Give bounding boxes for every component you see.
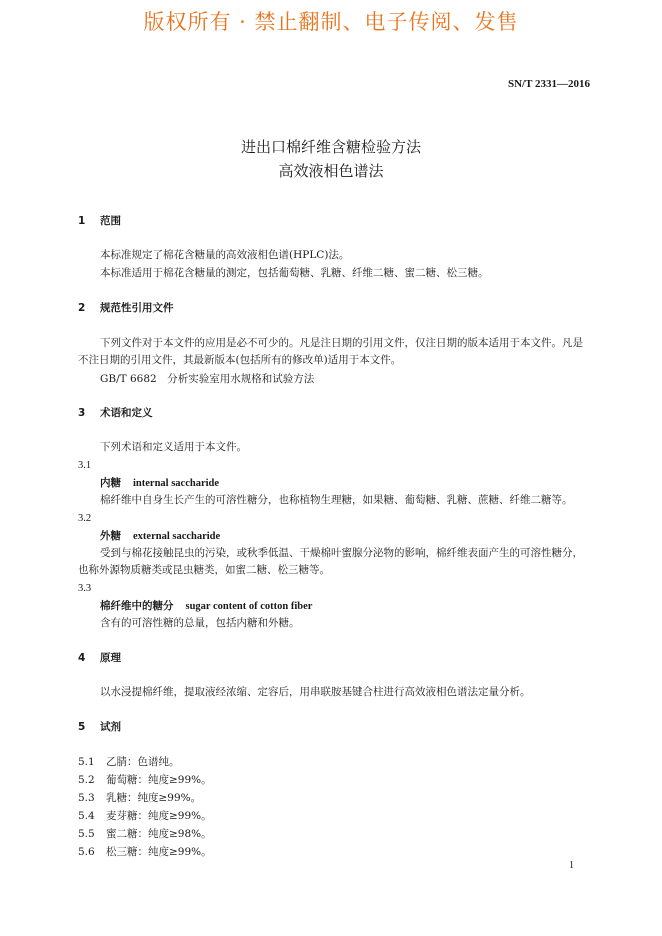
paragraph: 本标准适用于棉花含糖量的测定，包括葡萄糖、乳糖、纤维二糖、蜜二糖、松三糖。	[100, 267, 489, 279]
document-title: 进出口棉纤维含糖检验方法	[240, 138, 421, 156]
reagent-item	[78, 755, 180, 769]
reagent-item	[78, 773, 212, 787]
section-number: 3	[78, 407, 86, 419]
section-title: 规范性引用文件	[100, 302, 174, 314]
section-number: 5	[78, 721, 86, 733]
document-subtitle: 高效液相色谱法	[278, 162, 384, 180]
term-name: 外糖	[100, 530, 121, 542]
paragraph: 下列文件对于本文件的应用是必不可少的。凡是注日期的引用文件，仅注日期的版本适用于本文件。凡是不注日期的引用文件，其最新版本(包括所有的修改单)适用于本文件。	[78, 337, 583, 366]
term-definition: 受到与棉花接触昆虫的污染，或秋季低温、干燥棉叶蜜腺分泌物的影响，棉纤维表面产生的可溶性糖分，也称外源物质糖类或昆虫糖类，如蜜二糖、松三糖等。	[78, 547, 583, 576]
reagent-item	[78, 845, 212, 859]
paragraph: 本标准规定了棉花含糖量的高效液相色谱(HPLC)法。	[100, 249, 350, 261]
item-text: 麦芽糖：纯度≥99%。	[106, 810, 212, 822]
item-text: 松三糖：纯度≥99%。	[106, 846, 212, 858]
term-definition: 含有的可溶性糖的总量，包括内糖和外糖。	[100, 617, 300, 629]
reagent-item	[78, 827, 212, 841]
item-number: 5.2	[78, 774, 95, 786]
item-number: 5.6	[78, 846, 95, 858]
item-number: 5.1	[78, 756, 95, 768]
paragraph: 以水浸提棉纤维，提取液经浓缩、定容后，用串联胺基键合柱进行高效液相色谱法定量分析。	[100, 686, 531, 698]
term-english: sugar content of cotton fiber	[185, 601, 313, 612]
item-number: 5.5	[78, 828, 95, 840]
term-name: 内糖	[100, 477, 121, 489]
item-number: 5.4	[78, 810, 95, 822]
item-text: 乳糖：纯度≥99%。	[106, 792, 202, 804]
item-number: 5.3	[78, 792, 95, 804]
term-name: 棉纤维中的糖分	[100, 600, 174, 612]
item-text: 蜜二糖：纯度≥98%。	[106, 828, 212, 840]
term-english: internal saccharide	[133, 478, 220, 489]
section-number: 4	[78, 652, 86, 664]
paragraph: 下列术语和定义适用于本文件。	[100, 441, 247, 453]
section-2-heading	[78, 301, 174, 315]
normative-reference: GB/T 6682 分析实验室用水规格和试验方法	[100, 373, 315, 385]
standard-number: SN/T 2331—2016	[507, 78, 590, 90]
term-number: 3.2	[78, 513, 92, 524]
section-title: 术语和定义	[100, 407, 153, 419]
copyright-watermark: 版权所有 · 禁止翻制、电子传阅、发售	[143, 10, 519, 34]
term-english: external saccharide	[133, 531, 221, 542]
item-text: 乙腈：色谱纯。	[106, 756, 180, 768]
section-number: 1	[78, 215, 86, 227]
section-title: 范围	[100, 215, 121, 227]
section-4-heading	[78, 651, 121, 665]
item-text: 葡萄糖：纯度≥99%。	[106, 774, 212, 786]
term-number: 3.3	[78, 583, 92, 594]
reagent-item	[78, 809, 212, 823]
section-1-heading	[78, 214, 121, 228]
section-title: 试剂	[100, 721, 121, 733]
reagent-item	[78, 791, 201, 805]
page-number: 1	[569, 860, 574, 871]
section-3-heading	[78, 406, 153, 420]
term-definition: 棉纤维中自身生长产生的可溶性糖分，也称植物生理糖，如果糖、葡萄糖、乳糖、蔗糖、纤维二糖等。	[100, 494, 573, 506]
term-heading	[100, 599, 312, 614]
term-heading	[100, 529, 220, 544]
section-title: 原理	[100, 652, 121, 664]
term-number: 3.1	[78, 460, 92, 471]
section-number: 2	[78, 302, 86, 314]
section-5-heading	[78, 720, 121, 734]
term-heading	[100, 476, 219, 491]
